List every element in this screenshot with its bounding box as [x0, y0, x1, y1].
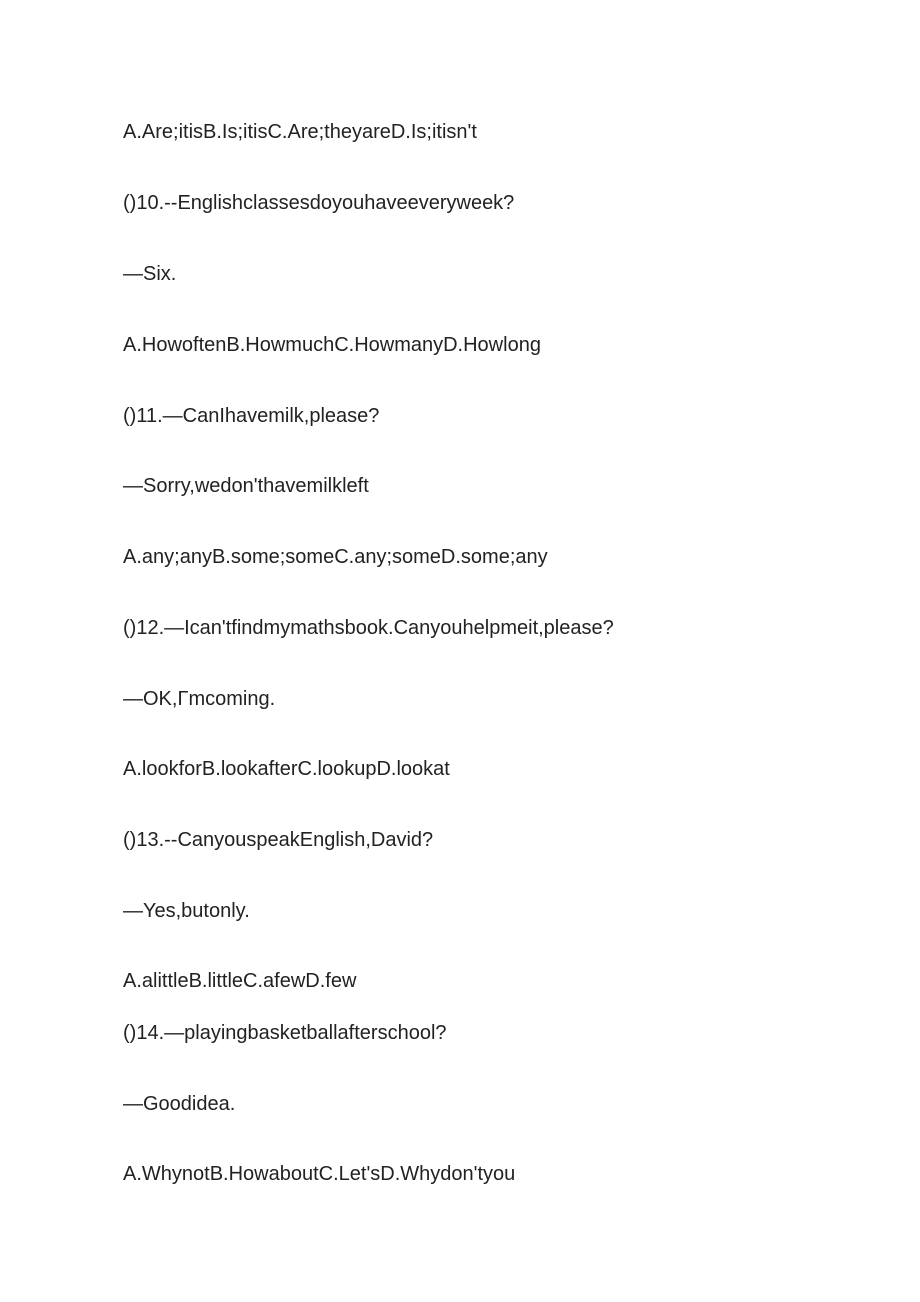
answer-options-q11: A.any;anyB.some;someC.any;someD.some;any: [123, 546, 548, 568]
response-q11: —Sorry,wedon'thavemilkleft: [123, 475, 369, 497]
answer-options-q14: A.WhynotB.HowaboutC.Let'sD.Whydon'tyou: [123, 1163, 516, 1185]
answer-options-q10: A.HowoftenB.HowmuchC.HowmanyD.Howlong: [123, 334, 541, 356]
response-q13: —Yes,butonly.: [123, 900, 250, 922]
answer-options-q12: A.lookforB.lookafterC.lookupD.lookat: [123, 758, 450, 780]
question-14: ()14.—playingbasketballafterschool?: [123, 1022, 447, 1044]
question-13: ()13.--CanyouspeakEnglish,David?: [123, 829, 434, 851]
answer-options-q13: A.alittleB.littleC.afewD.few: [123, 970, 357, 992]
response-q10: —Six.: [123, 263, 177, 285]
question-10: ()10.--Englishclassesdoyouhaveeveryweek?: [123, 192, 515, 214]
response-q14: —Goodidea.: [123, 1093, 236, 1115]
question-11: ()11.—CanIhavemilk,please?: [123, 405, 380, 427]
response-q12: —OK,Γmcoming.: [123, 688, 276, 710]
question-12: ()12.—Ican'tfindmymathsbook.Canyouhelpmeit,please?: [123, 617, 614, 639]
answer-options-q9: A.Are;itisB.Is;itisC.Are;theyareD.Is;itisn't: [123, 121, 477, 143]
